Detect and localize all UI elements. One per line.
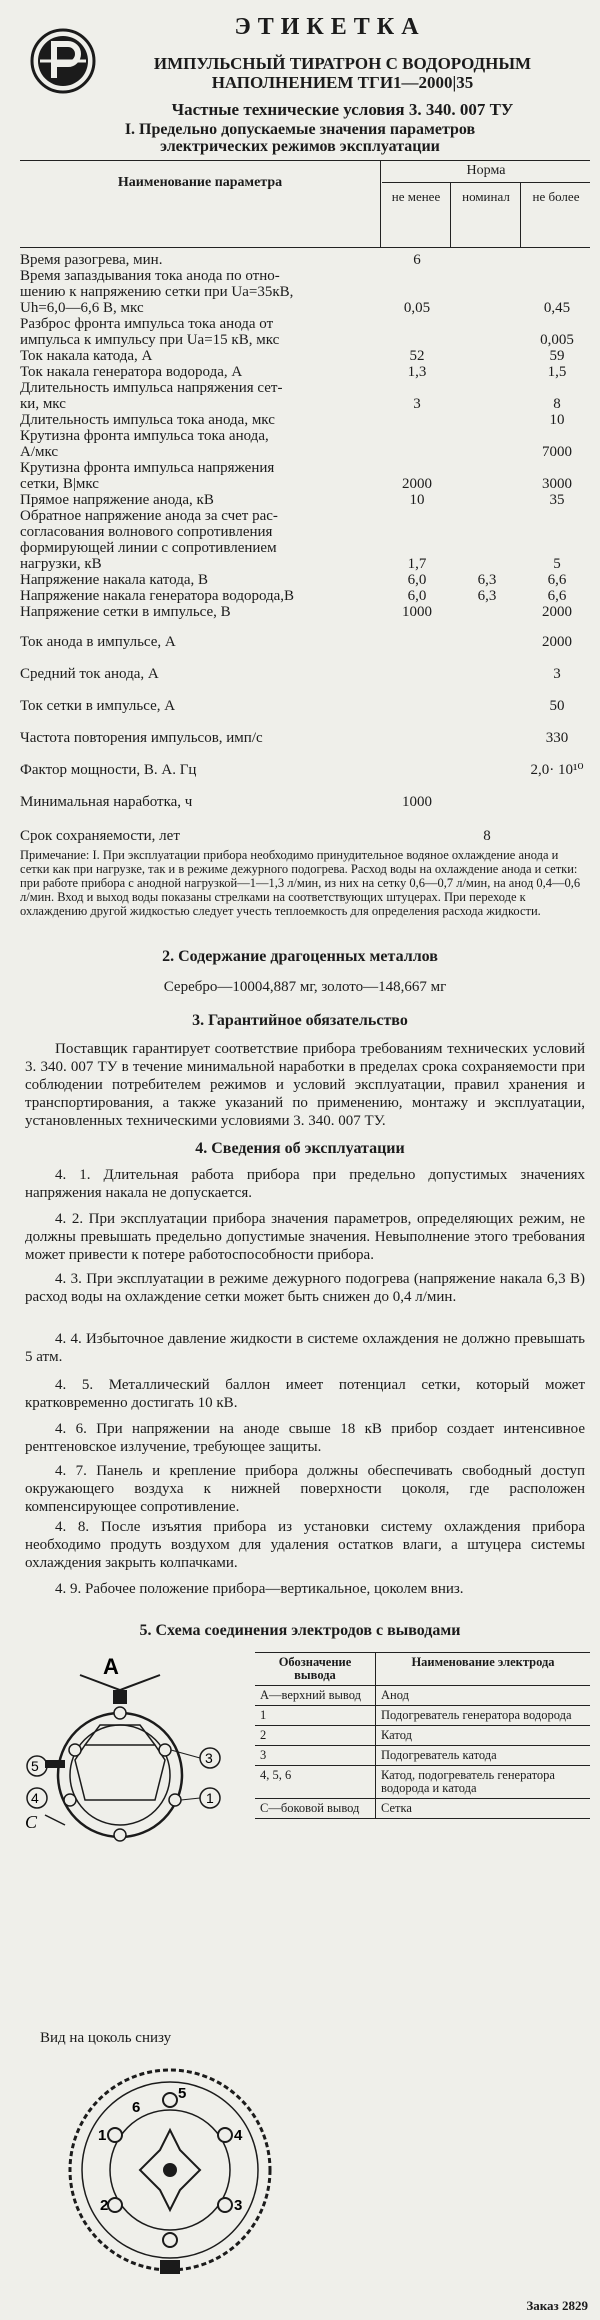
electrode-row: [255, 1726, 590, 1746]
electrode-name: Подогреватель катода: [376, 1746, 591, 1766]
operation-note-item: 4. 5. Металлический баллон имеет потенциал сетки, который может кратковременно достигать 10 кВ.: [25, 1377, 585, 1411]
value-min: 10: [409, 492, 425, 508]
section4-title: 4. Сведения об эксплуатации: [195, 1140, 405, 1157]
value-nominal: 6,3: [477, 572, 497, 588]
value-max: 2000: [542, 634, 572, 650]
col-pin-header: Обозначение вывода: [255, 1653, 376, 1686]
electrode-name: Сетка: [376, 1799, 591, 1819]
operation-note-item: 4. 7. Панель и крепление прибора должны обеспечивать свободный доступ окружающего воздуха к нижней поверхности цоколя, где расположен компенсирующее сопротивление.: [25, 1463, 585, 1515]
electrode-diagram: [25, 1650, 250, 1870]
pin-designation: 2: [255, 1726, 376, 1746]
parameter-name: Срок сохраняемости, лет: [20, 828, 180, 844]
parameter-name: Крутизна фронта импульса напряжения: [20, 460, 275, 476]
value-min: 2000: [402, 476, 432, 492]
parameter-name: Напряжение накала катода, В: [20, 572, 208, 588]
socket-view-caption: Вид на цоколь снизу: [40, 2030, 172, 2046]
value-max: 0,45: [543, 300, 571, 316]
section2-title: 2. Содержание драгоценных металлов: [162, 948, 438, 965]
parameter-name: согласования волнового сопротивления: [20, 524, 273, 540]
section3-title: 3. Гарантийное обязательство: [192, 1012, 408, 1029]
value-max: 50: [549, 698, 565, 714]
parameter-name: нагрузки, кВ: [20, 556, 102, 572]
value-min: 1,7: [407, 556, 427, 572]
pin-designation: 4, 5, 6: [255, 1766, 376, 1799]
value-max: 8: [553, 396, 561, 412]
pin5-label: 5: [31, 1758, 39, 1774]
value-max: 35: [549, 492, 565, 508]
value-min: 52: [409, 348, 425, 364]
parameter-name: Обратное напряжение анода за счет рас-: [20, 508, 278, 524]
parameter-name: Напряжение сетки в импульсе, В: [20, 604, 231, 620]
value-min: 6,0: [407, 572, 427, 588]
value-max: 7000: [542, 444, 572, 460]
operation-note-item: 4. 1. Длительная работа прибора при предельно допустимых значениях напряжения накала не допускается.: [25, 1167, 585, 1201]
col-nom-header: номинал: [462, 189, 510, 204]
warranty-text: Поставщик гарантирует соответствие прибора требованиям технических условий 3. 340. 007 ТУ в течение минимальной наработки в пределах срока сохраняемости при соблюдении потребителем режимов и условий эксплуатации, правил хранения и транспортирования, а также указаний по применению, монтажу и эксплуатации, установленных техническими условиями 3. 340. 007 ТУ.: [25, 1041, 585, 1129]
parameter-name: Минимальная наработка, ч: [20, 794, 193, 810]
value-max: 5: [553, 556, 561, 572]
spec-reference: Частные технические условия 3. 340. 007 ТУ: [171, 100, 514, 119]
parameters-table-header: [20, 160, 590, 248]
col-name-header: Наименование параметра: [117, 175, 283, 190]
col-norma-header: Норма: [382, 163, 590, 183]
section1-title: I. Предельно допускаемые значения параметров электрических режимов эксплуатации: [124, 121, 476, 155]
value-min: 1,3: [407, 364, 427, 380]
parameter-name: Длительность импульса напряжения сет-: [20, 380, 283, 396]
parameter-name: импульса к импульсу при Ua=15 кВ, мкс: [20, 332, 280, 348]
parameter-name: сетки, В|мкс: [20, 476, 99, 492]
pin3-label: 3: [205, 1750, 213, 1766]
pin-designation: А—верхний вывод: [255, 1686, 376, 1706]
electrode-table: [255, 1652, 590, 1819]
section5-title: 5. Схема соединения электродов с выводами: [139, 1622, 461, 1639]
col-min-header: не менее: [391, 189, 441, 204]
socket-pin4-label: 4: [234, 2127, 243, 2144]
value-min: 6: [413, 252, 421, 268]
electrode-row: [255, 1746, 590, 1766]
value-min: 1000: [402, 794, 432, 810]
value-max: 6,6: [547, 572, 567, 588]
metals-content: Серебро—10004,887 мг, золото—148,667 мг: [163, 979, 447, 995]
device-name: ИМПУЛЬСНЫЙ ТИРАТРОН С ВОДОРОДНЫМ НАПОЛНЕНИЕМ ТГИ1—2000|35: [153, 54, 532, 92]
col-max-header: не более: [532, 189, 580, 204]
electrode-name: Катод, подогреватель генератора водорода и катода: [376, 1766, 591, 1799]
parameter-name: Разброс фронта импульса тока анода от: [20, 316, 274, 332]
parameter-name: формирующей линии с сопротивлением: [20, 540, 277, 556]
anode-label: A: [103, 1654, 119, 1679]
parameter-name: Ток сетки в импульсе, А: [20, 698, 176, 714]
value-max: 3000: [542, 476, 572, 492]
value-max: 6,6: [547, 588, 567, 604]
pin1-label: 1: [206, 1790, 214, 1806]
socket-bottom-view: [60, 2060, 280, 2280]
parameter-name: Uh=6,0—6,6 В, мкс: [20, 300, 144, 316]
value-max: 2000: [542, 604, 572, 620]
parameter-name: Напряжение накала генератора водорода,В: [20, 588, 295, 604]
parameter-name: Фактор мощности, В. А. Гц: [20, 762, 197, 778]
value-min: 3: [413, 396, 421, 412]
electrode-row: [255, 1706, 590, 1726]
order-number: Заказ 2829: [526, 2298, 588, 2313]
value-min: 0,05: [403, 300, 431, 316]
value-nominal: 6,3: [477, 588, 497, 604]
electrode-name: Подогреватель генератора водорода: [376, 1706, 591, 1726]
operation-note-item: 4. 6. При напряжении на аноде свыше 18 кВ прибор создает интенсивное рентгеновское излучение, требующее защиты.: [25, 1421, 585, 1455]
operation-note-item: 4. 2. При эксплуатации прибора значения параметров, определяющих режим, не должны превышать предельно допустимые значения. Невыполнение этого требования может привести к потере работоспособности прибора.: [25, 1211, 585, 1263]
operation-note-item: 4. 4. Избыточное давление жидкости в системе охлаждения не должно превышать 5 атм.: [25, 1331, 585, 1365]
socket-pin2-label: 2: [100, 2197, 109, 2214]
socket-pin6-label: 6: [132, 2099, 141, 2116]
socket-pin3-label: 3: [234, 2197, 243, 2214]
value-max: 59: [549, 348, 565, 364]
pin4-label: 4: [31, 1790, 39, 1806]
electrode-name: Катод: [376, 1726, 591, 1746]
value-min: 6,0: [407, 588, 427, 604]
socket-pin5-label: 5: [178, 2085, 187, 2102]
operation-note-item: 4. 9. Рабочее положение прибора—вертикальное, цоколем вниз.: [55, 1581, 464, 1597]
value-max: 3: [553, 666, 561, 682]
parameter-name: Прямое напряжение анода, кВ: [20, 492, 214, 508]
col-electrode-header: Наименование электрода: [376, 1653, 591, 1686]
pin-designation: 1: [255, 1706, 376, 1726]
parameter-name: А/мкс: [20, 444, 59, 460]
value-max: 0,005: [540, 332, 574, 348]
note: Примечание: I. При эксплуатации прибора необходимо принудительное водяное охлаждение анода и сетки как при нагрузке, так и в режиме дежурного подогрева. Расход воды на охлаждение анода и сетки: при работе прибора с анодной нагрузкой—1—1,3 л/мин, из них на сетку 0,6—0,7 л/мин, на анод 0,4—0,6 л/мин. Вход и выход воды показаны стрелками на соответствующих штуцерах. При переходе к охлаждению другой жидкостью следует учесть теплоемкость для определения расхода жидкости.: [20, 848, 581, 918]
operation-note-item: 4. 3. При эксплуатации в режиме дежурного подогрева (напряжение накала 6,3 В) расход воды на охлаждение сетки может быть снижен до 0,4 л/мин.: [25, 1271, 585, 1305]
parameter-name: Время разогрева, мин.: [20, 252, 163, 268]
socket-pin1-label: 1: [98, 2127, 107, 2144]
parameter-name: Время запаздывания тока анода по отно-: [20, 268, 280, 284]
parameter-name: шению к напряжению сетки при Ua=35кВ,: [20, 284, 294, 300]
parameter-name: Длительность импульса тока анода, мкс: [20, 412, 275, 428]
pin-designation: 3: [255, 1746, 376, 1766]
electrode-row: [255, 1799, 590, 1819]
parameter-name: Средний ток анода, А: [20, 666, 159, 682]
value-min: 1000: [402, 604, 432, 620]
parameters-table: [20, 160, 590, 844]
parameter-name: ки, мкс: [20, 396, 66, 412]
electrode-name: Анод: [376, 1686, 591, 1706]
electrode-row: [255, 1686, 590, 1706]
value-nominal: 8: [483, 828, 491, 844]
operation-note-item: 4. 8. После изъятия прибора из установки систему охлаждения прибора необходимо продуть воздухом для удаления остатков влаги, а штуцера системы охлаждения закрыть колпачками.: [25, 1519, 585, 1571]
parameter-name: Ток накала генератора водорода, А: [20, 364, 243, 380]
parameter-name: Ток анода в импульсе, А: [20, 634, 176, 650]
parameter-name: Крутизна фронта импульса тока анода,: [20, 428, 269, 444]
value-max: 2,0· 10¹⁰: [530, 762, 584, 778]
value-max: 1,5: [547, 364, 567, 380]
electrode-row: [255, 1766, 590, 1799]
pin-designation: С—боковой вывод: [255, 1799, 376, 1819]
parameter-name: Ток накала катода, А: [20, 348, 153, 364]
grid-label: C: [25, 1812, 38, 1832]
value-max: 10: [549, 412, 565, 428]
parameter-name: Частота повторения импульсов, имп/с: [20, 730, 263, 746]
value-max: 330: [545, 730, 569, 746]
document-title: ЭТИКЕТКА: [234, 14, 426, 40]
